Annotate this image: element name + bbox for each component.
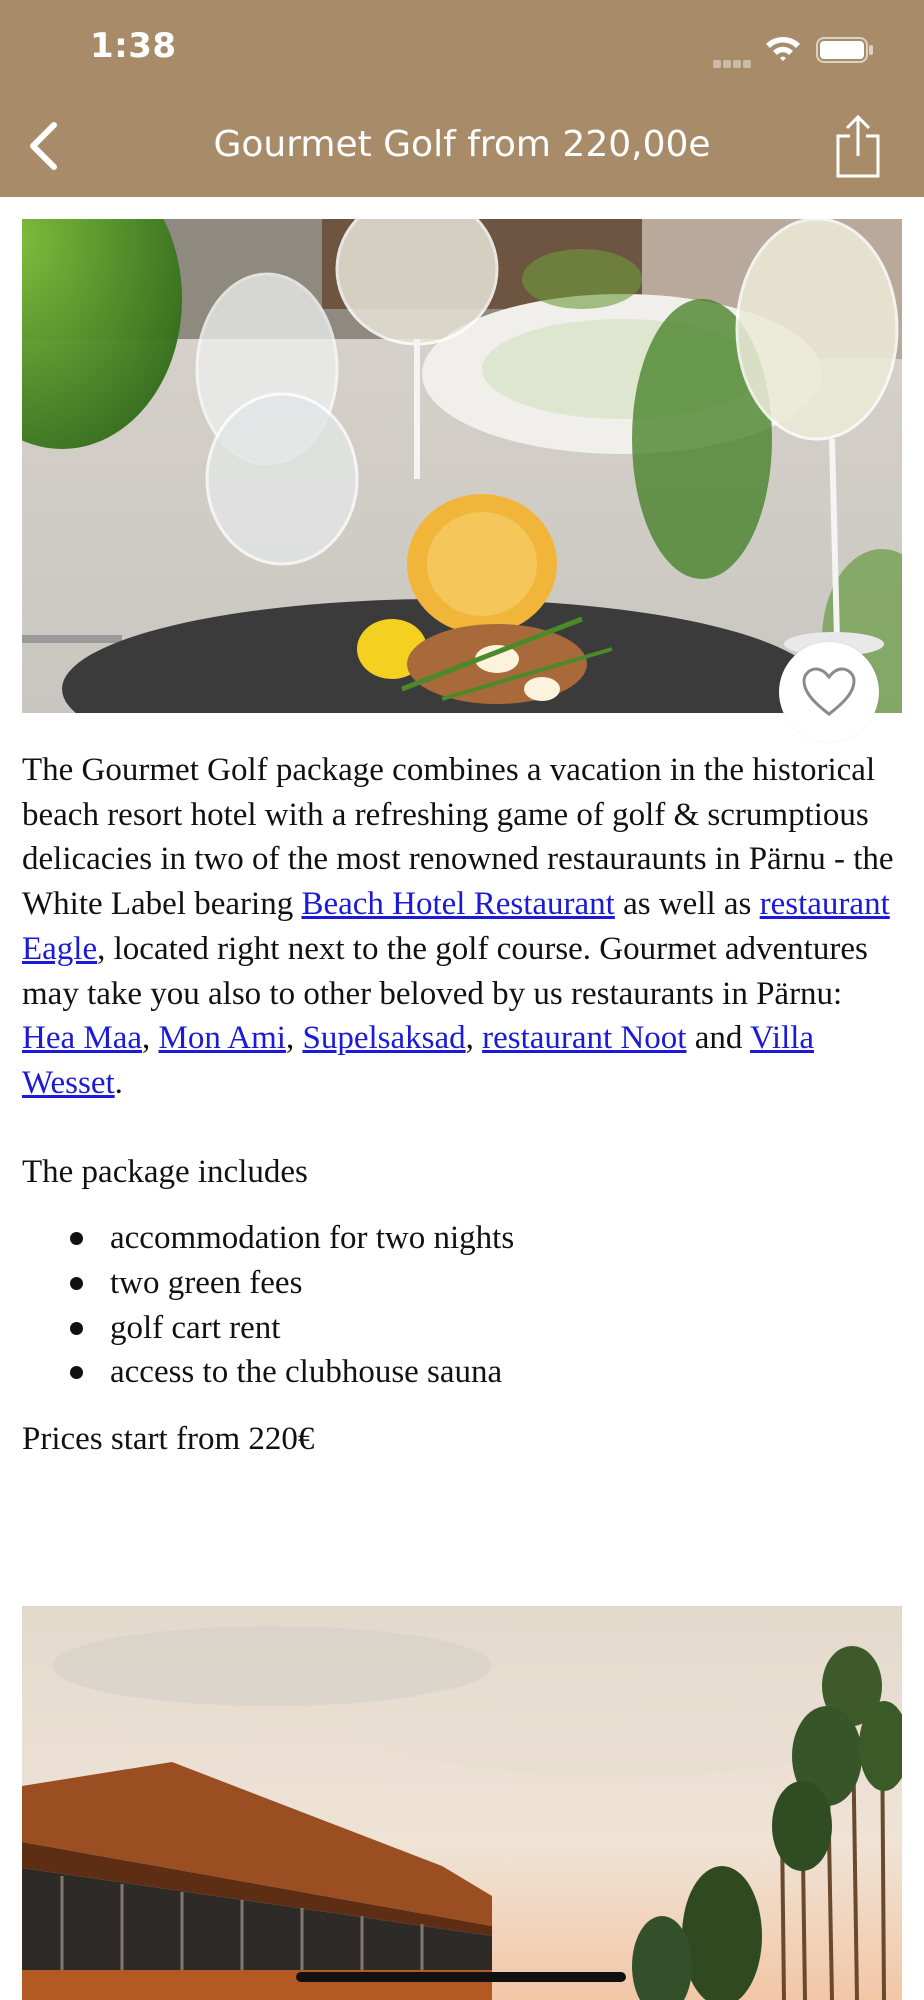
intro-text-3: , located right next to the golf course. Gourmet adventures may take you also to other beloved by us restaurants in Pärnu: <box>22 930 868 1012</box>
list-item <box>110 1216 902 1261</box>
separator: , <box>142 1020 159 1057</box>
wifi-icon <box>764 34 802 62</box>
intro-paragraph <box>22 748 902 1106</box>
link-restaurant-noot[interactable]: restaurant Noot <box>482 1020 687 1057</box>
separator: , <box>285 1020 303 1057</box>
link-villa-wesset[interactable]: Villa Wesset <box>22 1020 815 1101</box>
bullet-icon <box>70 1277 83 1290</box>
separator: and <box>686 1020 751 1057</box>
cellular-signal-icon <box>713 55 755 63</box>
gourmet-dish-photo <box>22 219 902 713</box>
bullet-icon <box>70 1322 83 1335</box>
venue-image <box>22 1606 902 2000</box>
intro-text-2: as well as <box>614 886 760 923</box>
link-supelsaksad[interactable]: Supelsaksad <box>302 1020 466 1057</box>
list-item-text: accommodation for two nights <box>110 1220 515 1257</box>
hero-image <box>22 219 902 713</box>
separator: , <box>465 1020 483 1057</box>
share-icon <box>832 114 884 180</box>
bullet-icon <box>70 1232 83 1245</box>
list-item-text: access to the clubhouse sauna <box>110 1354 503 1391</box>
battery-icon <box>816 37 874 63</box>
list-item-text: golf cart rent <box>110 1309 281 1346</box>
link-restaurant-eagle[interactable]: restaurant Eagle <box>22 886 890 967</box>
list-item-text: two green fees <box>110 1265 303 1302</box>
back-button[interactable] <box>18 116 68 176</box>
page-title: Gourmet Golf from 220,00e <box>213 124 711 165</box>
article-body <box>22 748 902 1462</box>
link-hea-maa[interactable]: Hea Maa <box>22 1020 143 1057</box>
share-button[interactable] <box>832 114 884 180</box>
list-item <box>110 1261 902 1306</box>
status-time: 1:38 <box>90 26 177 66</box>
includes-heading: The package includes <box>22 1153 308 1190</box>
link-mon-ami[interactable]: Mon Ami <box>158 1020 286 1057</box>
intro-text-1: The Gourmet Golf package combines a vacation in the historical beach resort hotel with a refreshing game of golf & scrumptious delicacies in two of the most renowned restauraunts in Pärnu - the White Label bearing <box>22 752 894 923</box>
bullet-icon <box>70 1366 83 1379</box>
list-item <box>110 1306 902 1351</box>
home-indicator[interactable] <box>296 1972 626 1982</box>
heart-outline-icon <box>801 667 857 717</box>
clubhouse-photo <box>22 1606 902 2000</box>
link-beach-hotel-restaurant[interactable]: Beach Hotel Restaurant <box>301 886 615 923</box>
sentence-end: . <box>114 1064 123 1101</box>
chevron-left-icon <box>28 122 58 170</box>
navigation-bar <box>0 0 924 197</box>
includes-list <box>22 1216 902 1395</box>
favorite-button[interactable] <box>779 642 879 742</box>
list-item <box>110 1350 902 1395</box>
prices-text: Prices start from 220€ <box>22 1421 315 1458</box>
